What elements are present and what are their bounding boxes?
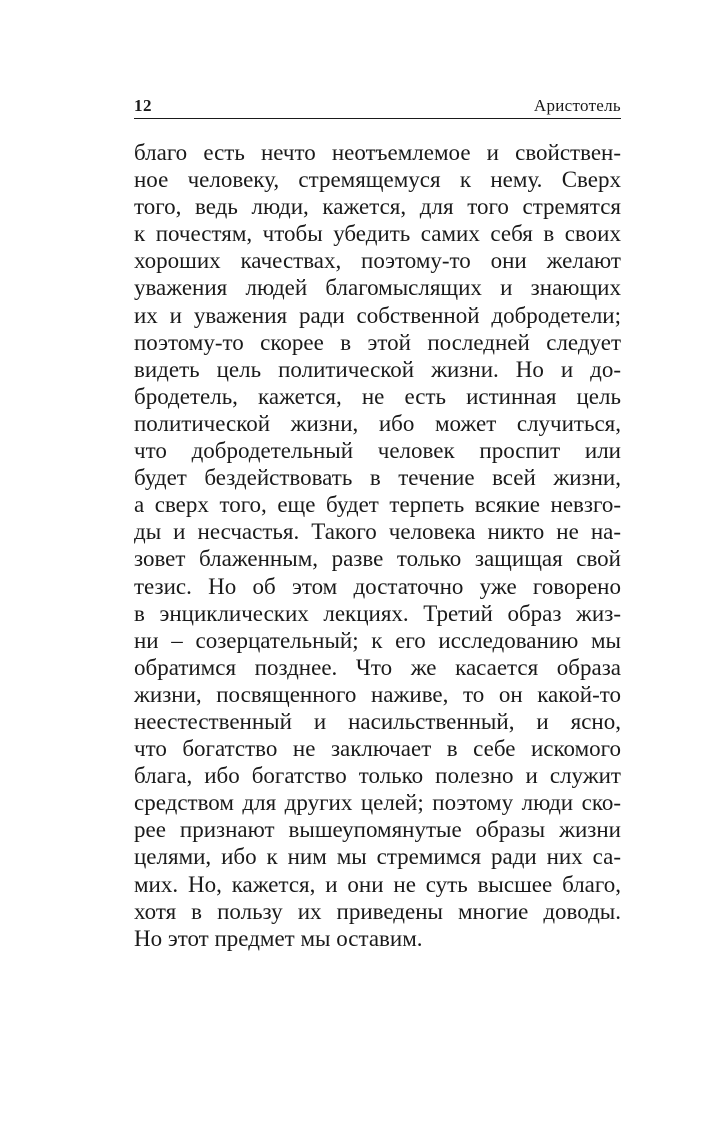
text-line: ное человеку, стремящемуся к нему. Сверх — [134, 167, 621, 193]
text-line: в энциклических лекциях. Третий образ жиз- — [134, 600, 621, 626]
text-line: того, ведь люди, кажется, для того стремятся — [134, 194, 621, 220]
text-line: видеть цель политической жизни. Но и до- — [134, 356, 621, 382]
text-line: что добродетельный человек проспит или — [134, 438, 621, 464]
text-line: зовет блаженным, разве только защищая свой — [134, 546, 621, 572]
text-line: к почестям, чтобы убедить самих себя в своих — [134, 221, 621, 247]
text-line: ни – созерцательный; к его исследованию мы — [134, 627, 621, 653]
text-line: благо есть нечто неотъемлемое и свойствен- — [134, 140, 621, 165]
page-number: 12 — [134, 96, 152, 115]
text-line: средством для других целей; поэтому люди ско- — [134, 790, 621, 816]
text-line: политической жизни, ибо может случиться, — [134, 410, 621, 436]
text-line: хороших качествах, поэтому-то они желают — [134, 248, 621, 274]
text-line: бродетель, кажется, не есть истинная цель — [134, 383, 621, 409]
text-line: их и уважения ради собственной добродетели; — [134, 302, 621, 328]
book-page — [134, 92, 621, 952]
text-line: неестественный и насильственный, и ясно, — [134, 708, 621, 734]
text-line: хотя в пользу их приведены многие доводы. — [134, 898, 621, 924]
text-line: мих. Но, кажется, и они не суть высшее благо, — [134, 871, 621, 897]
text-line: тезис. Но об этом достаточно уже говорено — [134, 573, 621, 599]
running-title: Аристотель — [533, 96, 621, 115]
text-line: обратимся позднее. Что же касается образа — [134, 654, 621, 680]
text-line: рее признают вышеупомянутые образы жизни — [134, 817, 621, 843]
text-line: целями, ибо к ним мы стремимся ради них са- — [134, 844, 621, 870]
text-line: уважения людей благомыслящих и знающих — [134, 275, 621, 301]
text-line: блага, ибо богатство только полезно и служит — [134, 763, 621, 789]
running-head — [134, 92, 621, 119]
text-line: а сверх того, еще будет терпеть всякие невзго- — [134, 492, 621, 518]
text-line: будет бездействовать в течение всей жизни, — [134, 465, 621, 491]
text-line: жизни, посвященного наживе, то он какой-то — [134, 681, 621, 707]
body-text — [134, 139, 621, 952]
text-line: поэтому-то скорее в этой последней следует — [134, 329, 621, 355]
text-line: ды и несчастья. Такого человека никто не на- — [134, 519, 621, 545]
text-line: Но этот предмет мы оставим. — [134, 925, 423, 951]
text-line: что богатство не заключает в себе искомого — [134, 736, 621, 762]
